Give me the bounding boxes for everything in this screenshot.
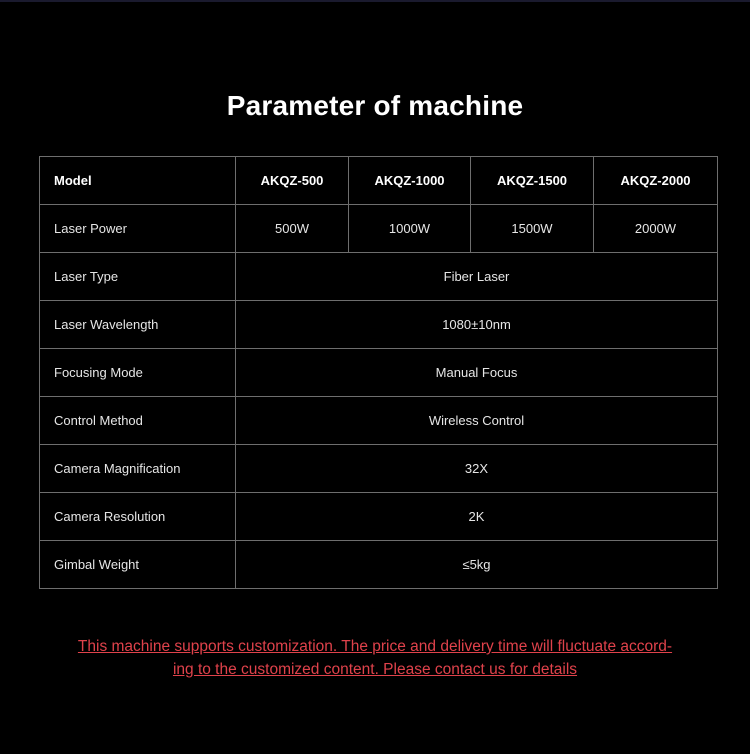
table-row <box>40 301 718 349</box>
row-value: 32X <box>236 445 718 493</box>
parameter-table <box>39 156 718 589</box>
row-value: 2K <box>236 493 718 541</box>
table-row <box>40 493 718 541</box>
power-value-4: 2000W <box>594 205 718 253</box>
row-label: Camera Resolution <box>40 493 236 541</box>
table-row <box>40 397 718 445</box>
row-value: Fiber Laser <box>236 253 718 301</box>
row-label: Control Method <box>40 397 236 445</box>
customization-note-line-2: ing to the customized content. Please contact us for details <box>172 661 578 678</box>
table-row <box>40 253 718 301</box>
row-value: ≤5kg <box>236 541 718 589</box>
top-divider <box>0 0 750 2</box>
row-label: Gimbal Weight <box>40 541 236 589</box>
power-value-2: 1000W <box>349 205 471 253</box>
row-label: Laser Power <box>40 205 236 253</box>
row-label: Camera Magnification <box>40 445 236 493</box>
row-value: Manual Focus <box>236 349 718 397</box>
row-label: Laser Type <box>40 253 236 301</box>
header-model-label: Model <box>40 157 236 205</box>
header-model-1: AKQZ-500 <box>236 157 349 205</box>
customization-note-line-1: This machine supports customization. The price and delivery time will fluctuate accord- <box>77 638 673 655</box>
power-value-1: 500W <box>236 205 349 253</box>
customization-note <box>40 635 710 681</box>
header-model-3: AKQZ-1500 <box>471 157 594 205</box>
row-value: 1080±10nm <box>236 301 718 349</box>
row-label: Focusing Mode <box>40 349 236 397</box>
table-header-row <box>40 157 718 205</box>
page-title: Parameter of machine <box>226 90 524 121</box>
table-row <box>40 349 718 397</box>
header-model-2: AKQZ-1000 <box>349 157 471 205</box>
power-value-3: 1500W <box>471 205 594 253</box>
header-model-4: AKQZ-2000 <box>594 157 718 205</box>
table-row <box>40 445 718 493</box>
table-row <box>40 541 718 589</box>
row-value: Wireless Control <box>236 397 718 445</box>
table-row <box>40 205 718 253</box>
row-label: Laser Wavelength <box>40 301 236 349</box>
